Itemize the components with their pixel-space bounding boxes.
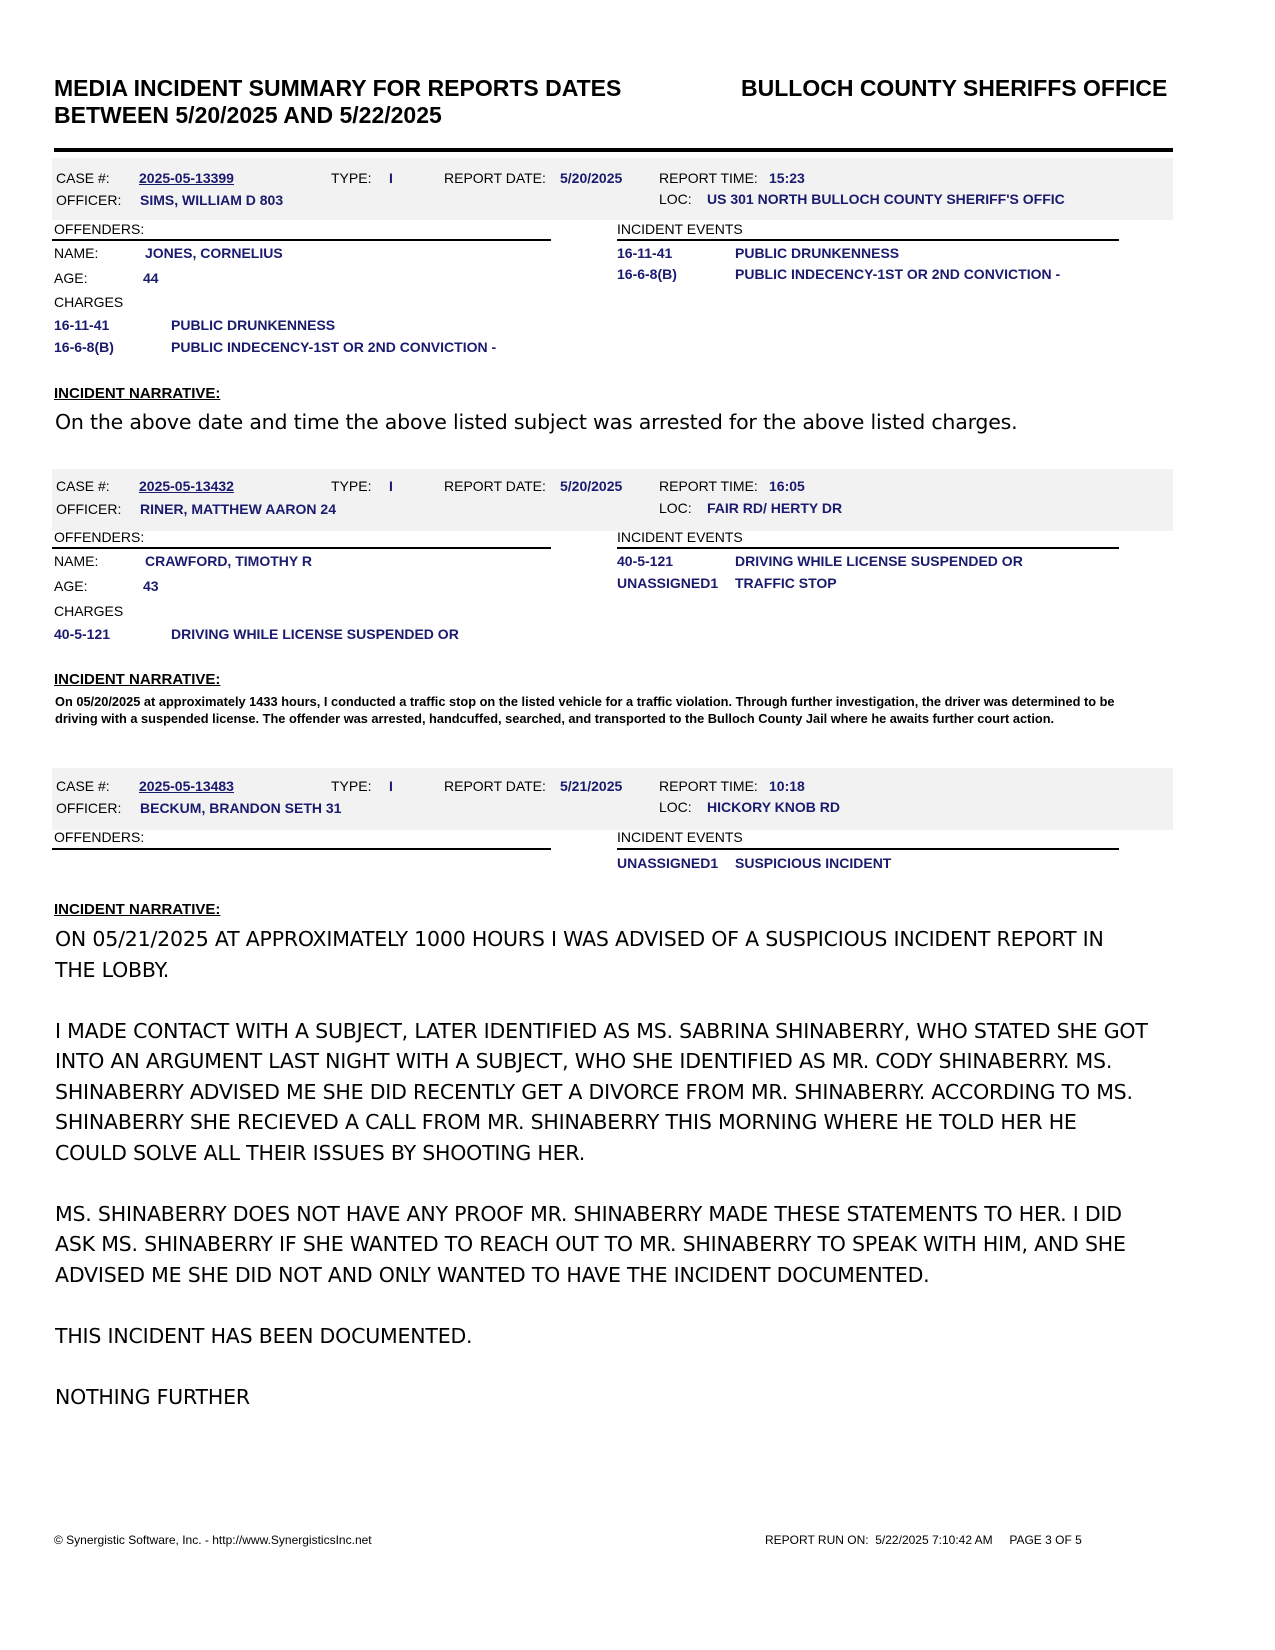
events-rule	[617, 239, 1119, 241]
loc-value: FAIR RD/ HERTY DR	[707, 500, 843, 516]
report-date-value: 5/20/2025	[560, 170, 623, 186]
event-desc: DRIVING WHILE LICENSE SUSPENDED OR	[735, 553, 1023, 569]
case-label: CASE #:	[56, 170, 110, 186]
report-time-value: 15:23	[769, 170, 805, 186]
report-title-line2: BETWEEN 5/20/2025 AND 5/22/2025	[54, 102, 442, 128]
event-code: 40-5-121	[617, 553, 674, 569]
offenders-rule	[52, 547, 551, 549]
charge-code: 40-5-121	[54, 626, 111, 642]
type-label: TYPE:	[331, 478, 372, 494]
offenders-heading: OFFENDERS:	[54, 221, 145, 237]
events-rule	[617, 848, 1119, 850]
charge-desc: PUBLIC INDECENCY-1ST OR 2ND CONVICTION -	[171, 339, 497, 355]
offenders-heading: OFFENDERS:	[54, 829, 145, 845]
report-date-label: REPORT DATE:	[444, 170, 546, 186]
case-number-link[interactable]: 2025-05-13483	[139, 778, 234, 794]
loc-label: LOC:	[659, 500, 692, 516]
narrative-heading: INCIDENT NARRATIVE:	[54, 901, 221, 918]
offender-age: 44	[143, 270, 159, 286]
type-value: I	[389, 778, 393, 794]
charge-desc: PUBLIC DRUNKENNESS	[171, 317, 336, 333]
charge-code: 16-11-41	[54, 317, 110, 333]
report-run-value: 5/22/2025 7:10:42 AM	[875, 1533, 993, 1547]
page-number: PAGE 3 OF 5	[1009, 1533, 1082, 1547]
officer-label: OFFICER:	[56, 192, 122, 208]
narrative-text: On the above date and time the above listed subject was arrested for the above listed charges.	[55, 410, 1018, 434]
event-desc: PUBLIC DRUNKENNESS	[735, 245, 900, 261]
report-time-label: REPORT TIME:	[659, 778, 758, 794]
report-time-label: REPORT TIME:	[659, 478, 758, 494]
type-value: I	[389, 478, 393, 494]
case-label: CASE #:	[56, 778, 110, 794]
narrative-text: ON 05/21/2025 AT APPROXIMATELY 1000 HOURS I WAS ADVISED OF A SUSPICIOUS INCIDENT REPORT IN THE LOBBY. I MADE CONTACT WITH A SUBJECT, LATER IDENTIFIED AS MS. SABRINA SHINABERRY, WHO STATED SHE GOT INTO AN ARGUMENT LAST NIGHT WITH A SUBJECT, WHO SHE IDENTIFIED AS MR. CODY SHINABERRY. MS. SHINABERRY ADVISED ME SHE DID RECENTLY GET A DIVORCE FROM MR. SHINABERRY. ACCORDING TO MS. SHINABERRY SHE RECIEVED A CALL FROM MR. SHINABERRY THIS MORNING WHERE HE TOLD HER HE COULD SOLVE ALL THEIR ISSUES BY SHOOTING HER. MS. SHINABERRY DOES NOT HAVE ANY PROOF MR. SHINABERRY MADE THESE STATEMENTS TO HER. I DID ASK MS. SHINABERRY IF SHE WANTED TO REACH OUT TO MR. SHINABERRY TO SPEAK WITH HIM, AND SHE ADVISED ME SHE DID NOT AND ONLY WANTED TO HAVE THE INCIDENT DOCUMENTED. THIS INCIDENT HAS BEEN DOCUMENTED. NOTHING FURTHER	[55, 927, 1148, 1409]
narrative-heading: INCIDENT NARRATIVE:	[54, 671, 221, 688]
type-label: TYPE:	[331, 170, 372, 186]
narrative-heading: INCIDENT NARRATIVE:	[54, 385, 221, 402]
charge-desc: DRIVING WHILE LICENSE SUSPENDED OR	[171, 626, 459, 642]
event-desc: PUBLIC INDECENCY-1ST OR 2ND CONVICTION -	[735, 266, 1061, 282]
offender-age: 43	[143, 578, 159, 594]
case-label: CASE #:	[56, 478, 110, 494]
officer-value: RINER, MATTHEW AARON 24	[140, 501, 336, 517]
type-label: TYPE:	[331, 778, 372, 794]
age-label: AGE:	[54, 578, 88, 594]
officer-label: OFFICER:	[56, 800, 122, 816]
report-date-value: 5/20/2025	[560, 478, 623, 494]
footer-copyright: © Synergistic Software, Inc. - http://www.SynergisticsInc.net	[54, 1533, 372, 1547]
event-code: UNASSIGNED1	[617, 855, 719, 871]
report-run-label: REPORT RUN ON:	[765, 1533, 869, 1547]
event-code: UNASSIGNED1	[617, 575, 719, 591]
incident-events-heading: INCIDENT EVENTS	[617, 529, 743, 545]
agency-name: BULLOCH COUNTY SHERIFFS OFFICE	[741, 75, 1168, 101]
header-rule	[54, 148, 1173, 152]
report-time-value: 10:18	[769, 778, 805, 794]
loc-label: LOC:	[659, 191, 692, 207]
incident-events-heading: INCIDENT EVENTS	[617, 829, 743, 845]
charges-heading: CHARGES	[54, 294, 124, 310]
report-time-label: REPORT TIME:	[659, 170, 758, 186]
report-time-value: 16:05	[769, 478, 805, 494]
offenders-rule	[52, 848, 551, 850]
event-desc: TRAFFIC STOP	[735, 575, 837, 591]
offenders-rule	[52, 239, 551, 241]
event-code: 16-6-8(B)	[617, 266, 677, 282]
event-desc: SUSPICIOUS INCIDENT	[735, 855, 892, 871]
type-value: I	[389, 170, 393, 186]
events-rule	[617, 547, 1119, 549]
loc-value: US 301 NORTH BULLOCH COUNTY SHERIFF'S OFFIC	[707, 191, 1065, 207]
name-label: NAME:	[54, 245, 99, 261]
report-date-label: REPORT DATE:	[444, 478, 546, 494]
incident-events-heading: INCIDENT EVENTS	[617, 221, 743, 237]
name-label: NAME:	[54, 553, 99, 569]
officer-value: BECKUM, BRANDON SETH 31	[140, 800, 342, 816]
case-number-link[interactable]: 2025-05-13432	[139, 478, 234, 494]
charge-code: 16-6-8(B)	[54, 339, 114, 355]
report-date-label: REPORT DATE:	[444, 778, 546, 794]
offender-name: CRAWFORD, TIMOTHY R	[145, 553, 312, 569]
charges-heading: CHARGES	[54, 603, 124, 619]
officer-value: SIMS, WILLIAM D 803	[140, 192, 284, 208]
case-number-link[interactable]: 2025-05-13399	[139, 170, 234, 186]
case-header-band	[52, 158, 1173, 220]
report-date-value: 5/21/2025	[560, 778, 623, 794]
loc-value: HICKORY KNOB RD	[707, 799, 841, 815]
offenders-heading: OFFENDERS:	[54, 529, 145, 545]
offender-name: JONES, CORNELIUS	[145, 245, 283, 261]
narrative-text: On 05/20/2025 at approximately 1433 hours, I conducted a traffic stop on the listed vehicle for a traffic violation. Through further investigation, the driver was determined to be driving with a suspended license. The offender was arrested, handcuffed, searched, and transported to the Bulloch County Jail where he awaits further court action.	[55, 694, 1115, 726]
event-code: 16-11-41	[617, 245, 673, 261]
age-label: AGE:	[54, 270, 88, 286]
footer-report-run	[765, 1533, 1082, 1547]
report-title-line1: MEDIA INCIDENT SUMMARY FOR REPORTS DATES	[54, 75, 622, 101]
officer-label: OFFICER:	[56, 501, 122, 517]
loc-label: LOC:	[659, 799, 692, 815]
